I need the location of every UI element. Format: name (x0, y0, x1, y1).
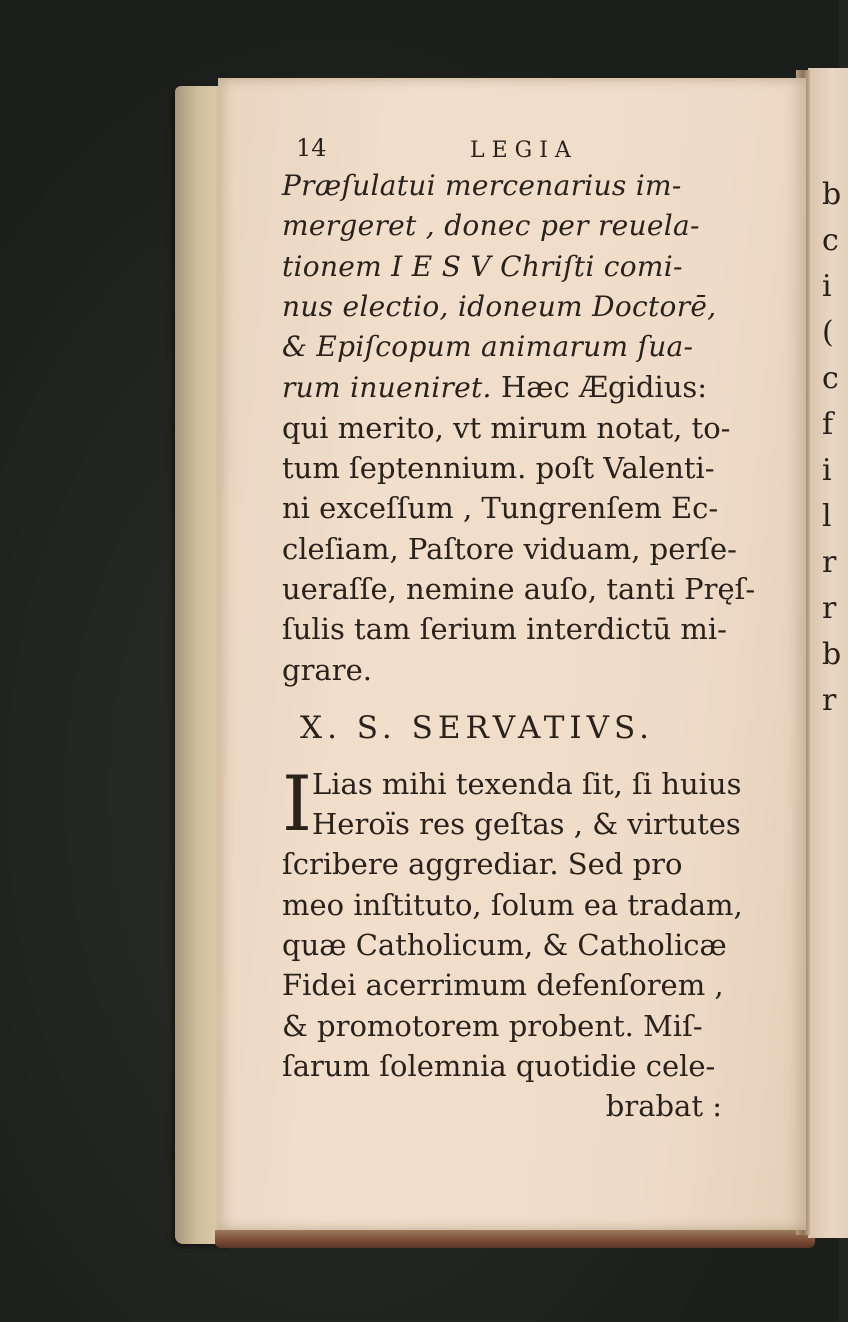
facing-page-letter: c (822, 223, 839, 258)
text-line: tum ſeptennium. poſt Valenti- (282, 451, 715, 486)
section-body (282, 758, 743, 1086)
text-line: tionem I E S V Chriſti comi- (282, 249, 683, 283)
text-line: meo inſtituto, ſolum ea tradam, (282, 887, 743, 922)
text-line: ſcribere aggrediar. Sed pro (282, 847, 683, 882)
running-head: LEGIA (470, 138, 578, 163)
facing-page-letter: f (822, 407, 834, 442)
page-number: 14 (296, 134, 327, 162)
facing-page (808, 68, 848, 1238)
text-line (282, 367, 742, 407)
text-line: ſulis tam ſerium interdictū mi- (282, 612, 727, 647)
text-line: ni exceſſum , Tungrenſem Ec- (282, 491, 719, 526)
facing-page-letter: l (822, 499, 832, 534)
page-text (282, 134, 756, 1126)
facing-page-letter: ( (822, 315, 834, 350)
section-heading: X. S. SERVATIVS. (300, 709, 654, 746)
facing-page-letter: i (822, 269, 832, 304)
text-line: ueraſſe, nemine auſo, tanti Pręſ- (282, 571, 756, 606)
facing-page-letter: r (822, 591, 837, 626)
facing-page-letter: b (822, 177, 842, 212)
text-line: Fidei acerrimum defenſorem , (282, 968, 724, 1003)
book-cover-bottom (215, 1230, 815, 1248)
text-fragment-italic: rum inueniret. (282, 371, 492, 405)
text-line: grare. (282, 652, 372, 687)
text-line: cleſiam, Paſtore viduam, perſe- (282, 531, 737, 566)
text-line: Lias mihi texenda ſit, ſi huius (312, 766, 742, 801)
facing-page-letter: r (822, 545, 837, 580)
text-line: Heroïs res geſtas , & virtutes (312, 807, 741, 842)
text-line: quæ Catholicum, & Catholicæ (282, 928, 727, 963)
facing-page-letter: b (822, 637, 842, 672)
running-header (282, 134, 742, 166)
text-line: & Epiſcopum animarum ſua- (282, 330, 694, 364)
text-line: & promotorem probent. Miſ- (282, 1008, 703, 1043)
text-line: mergeret , donec per reuela- (282, 209, 700, 243)
facing-page-letter: r (822, 683, 837, 718)
facing-page-letter: c (822, 361, 839, 396)
catchword: brabat : (605, 1089, 722, 1124)
facing-page-letter: i (822, 453, 832, 488)
text-line: nus electio, idoneum Doctorē, (282, 289, 717, 323)
text-line: Præſulatui mercenarius im- (282, 169, 682, 202)
text-line: ſarum ſolemnia quotidie cele- (282, 1048, 716, 1083)
text-line: qui merito, vt mirum notat, to- (282, 410, 731, 445)
drop-cap: I (282, 758, 313, 848)
text-fragment-roman: Hæc Ægidius: (491, 370, 708, 405)
